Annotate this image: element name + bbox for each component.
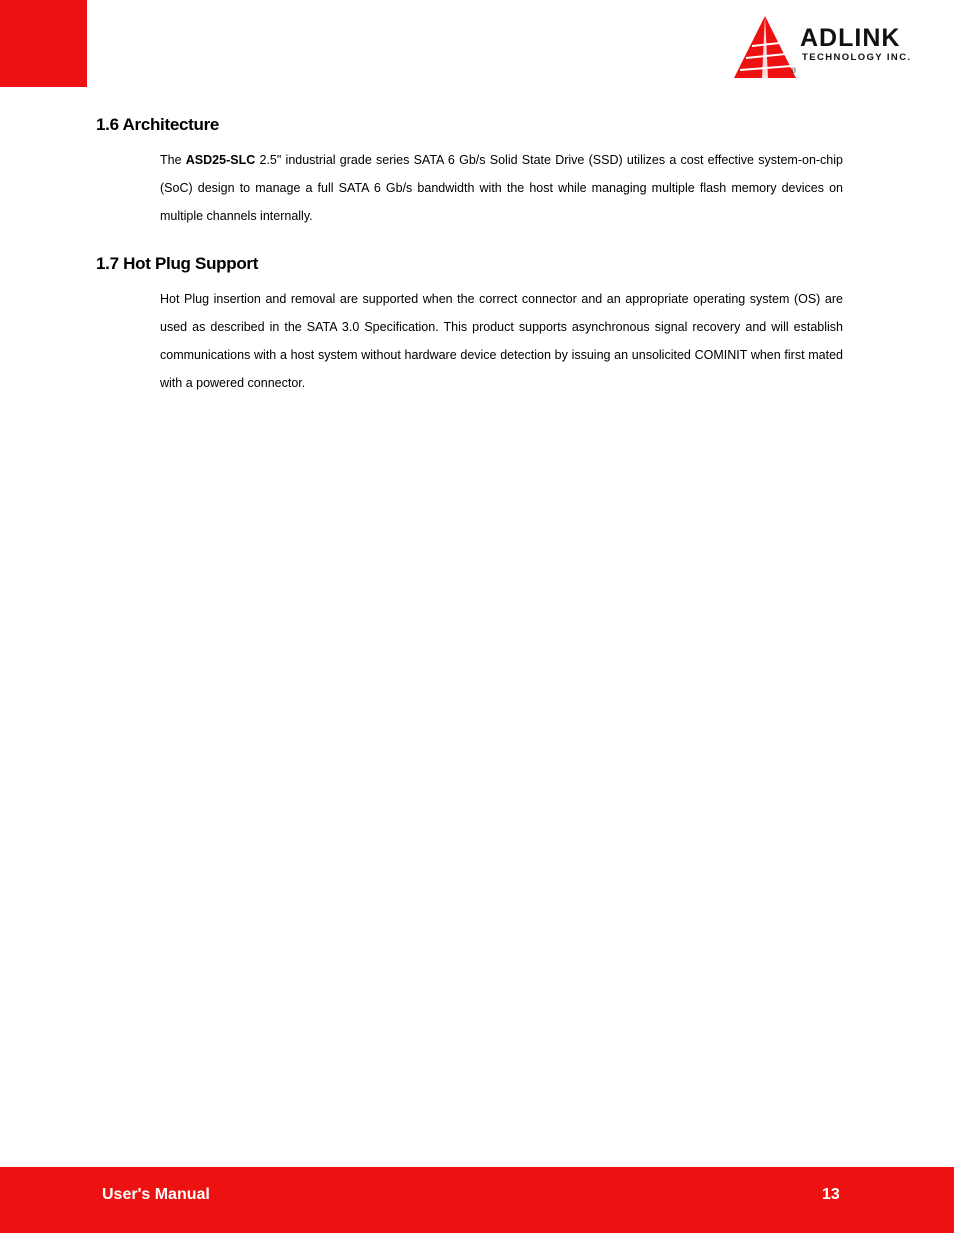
logo-subtitle: TECHNOLOGY INC. — [802, 52, 912, 63]
page-number: 13 — [822, 1186, 840, 1203]
adlink-triangle-icon — [732, 14, 798, 80]
adlink-logo — [732, 14, 937, 80]
footer-bar — [0, 1167, 954, 1233]
section-heading-hot-plug: 1.7 Hot Plug Support — [96, 254, 259, 273]
corner-accent-block — [0, 0, 87, 87]
logo-wordmark: ADLINK — [800, 24, 901, 52]
paragraph-lead: The — [160, 153, 186, 167]
architecture-paragraph — [160, 146, 843, 230]
paragraph-rest: 2.5" industrial grade series SATA 6 Gb/s Solid State Drive (SSD) utilizes a cost effective system-on-chip (SoC) design to manage a full SATA 6 Gb/s bandwidth with the host while managing multiple flash memory devices on multiple channels internally. — [160, 153, 843, 223]
product-name: ASD25-SLC — [185, 153, 256, 167]
section-heading-architecture: 1.6 Architecture — [96, 115, 220, 134]
logo-registered-mark: ® — [791, 68, 797, 75]
hot-plug-paragraph: Hot Plug insertion and removal are supported when the correct connector and an appropriate operating system (OS) are used as described in the SATA 3.0 Specification. This product supports asynchronous signal recovery and will establish communications with a host system without hardware device detection by issuing an unsolicited COMINIT when first mated with a powered connector. — [160, 292, 843, 390]
footer-manual-label: User's Manual — [102, 1186, 210, 1203]
